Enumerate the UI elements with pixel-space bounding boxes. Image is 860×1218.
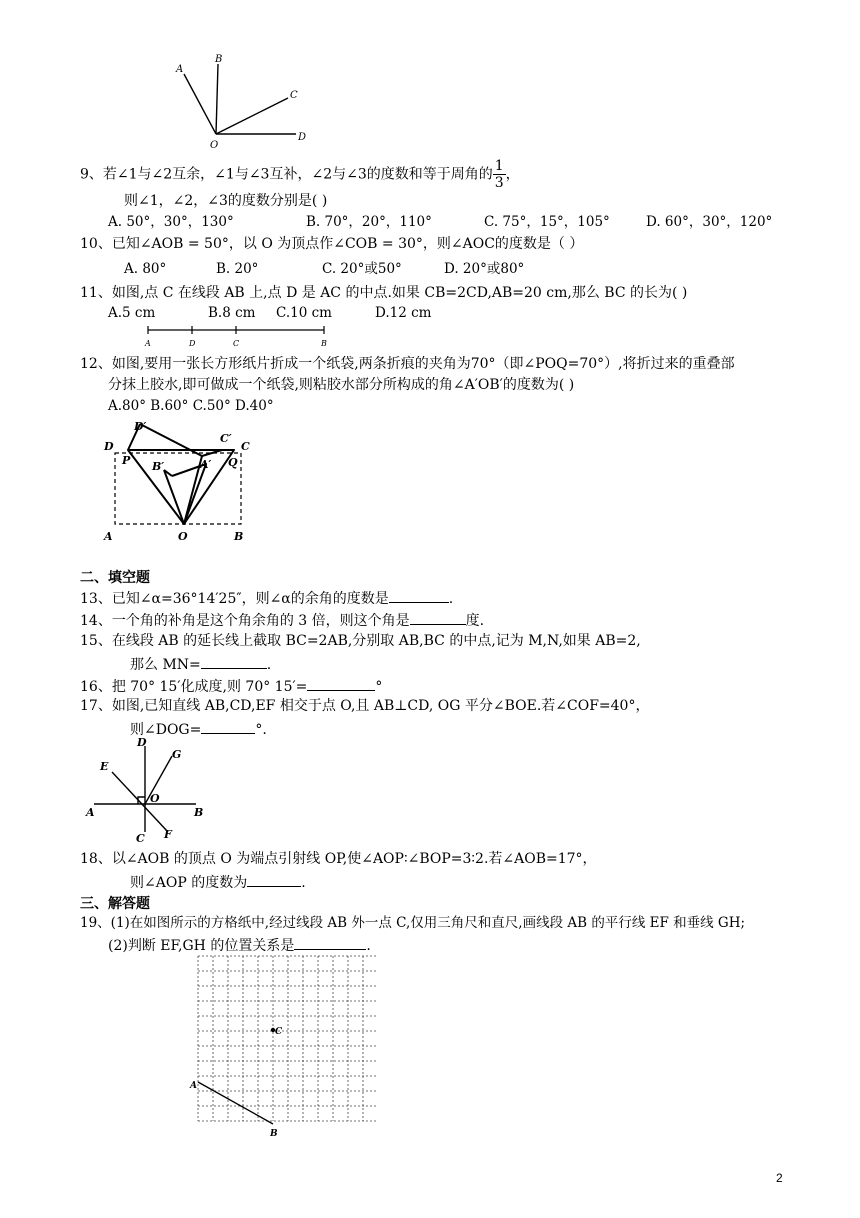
- grid-label-c: C: [275, 1027, 283, 1037]
- question-18-line1: 18、以∠AOB 的顶点 O 为端点引射线 OP,使∠AOP∶∠BOP=3∶2.若∠AOB=17°，: [80, 851, 597, 867]
- paper-fold-figure: [98, 418, 258, 544]
- q9-option-d: D. 60°，30°，120°: [646, 214, 773, 230]
- fold-label-a: A: [104, 530, 113, 543]
- question-12-options: A.80° B.60° C.50° D.40°: [108, 398, 274, 414]
- section-2-heading: 二、填空题: [80, 570, 150, 586]
- seg-label-c: C: [233, 339, 240, 348]
- fold-label-b: B: [234, 530, 244, 543]
- question-17-line2: 则∠DOG= °.: [130, 719, 267, 739]
- question-16: 16、把 70° 15′化成度,则 70° 15′= °: [80, 676, 382, 696]
- q18-answer-blank: [247, 872, 301, 887]
- fig-top-label-a: A: [176, 64, 184, 75]
- fig-top-label-b: B: [215, 54, 223, 65]
- q11-option-a: A.5 cm: [108, 305, 156, 321]
- q11-option-c: C.10 cm: [276, 305, 332, 321]
- fold-label-o: O: [178, 530, 188, 543]
- intersecting-lines-figure: [84, 736, 214, 846]
- q10-option-b: B. 20°: [216, 261, 259, 277]
- q9-option-a: A. 50°，30°，130°: [108, 214, 234, 230]
- question-12-line2: 分抹上胶水,即可做成一个纸袋,则粘胶水部分所构成的角∠A′OB′的度数为( ): [108, 377, 575, 393]
- q11-option-d: D.12 cm: [375, 305, 432, 321]
- fold-label-a-prime: A′: [200, 458, 212, 471]
- question-18-line2: 则∠AOP 的度数为 .: [130, 872, 306, 892]
- segment-figure: [140, 322, 340, 350]
- fold-label-p: P: [122, 454, 131, 467]
- fold-label-c: C: [241, 440, 250, 453]
- grid-figure: [186, 948, 376, 1142]
- fold-label-c-prime: C′: [220, 432, 232, 445]
- fold-label-d-prime: D′: [134, 420, 147, 433]
- question-9-text: 9、若∠1与∠2互余，∠1与∠3互补，∠2与∠3的度数和等于周角的: [80, 166, 493, 183]
- lines-label-e: E: [100, 760, 109, 773]
- lines-label-g: G: [172, 748, 182, 761]
- question-19-line1: 19、(1)在如图所示的方格纸中,经过线段 AB 外一点 C,仅用三角尺和直尺,画线段 AB 的平行线 EF 和垂线 GH;: [80, 915, 746, 931]
- fig-top-label-d: D: [298, 132, 307, 143]
- q10-option-d: D. 20°或80°: [444, 261, 525, 277]
- lines-label-d: D: [137, 736, 147, 749]
- question-9-line2: 则∠1，∠2，∠3的度数分别是( ): [124, 193, 328, 209]
- question-15-line2: 那么 MN= .: [130, 654, 271, 674]
- q9-option-b: B. 70°，20°，110°: [306, 214, 432, 230]
- fig-top-label-c: C: [290, 90, 298, 101]
- lines-label-c: C: [136, 832, 145, 845]
- question-9-line1: 9、若∠1与∠2互余，∠1与∠3互补，∠2与∠3的度数和等于周角的 $\frac{1}{3}$ ，: [80, 158, 520, 191]
- question-17-line1: 17、如图,已知直线 AB,CD,EF 相交于点 O,且 AB⊥CD, OG 平分∠BOE.若∠COF=40°，: [80, 698, 650, 714]
- q10-option-a: A. 80°: [124, 261, 167, 277]
- question-10: 10、已知∠AOB = 50°，以 O 为顶点作∠COB = 30°，则∠AOC的度数是（ ）: [80, 236, 584, 252]
- section-3-heading: 三、解答题: [80, 896, 150, 912]
- question-11: 11、如图,点 C 在线段 AB 上,点 D 是 AC 的中点.如果 CB=2CD,AB=20 cm,那么 BC 的长为( ): [80, 285, 688, 301]
- fold-label-q: Q: [228, 456, 238, 469]
- question-19-line2: (2)判断 EF,GH 的位置关系是 .: [108, 935, 371, 955]
- grid-label-a: A: [190, 1081, 197, 1091]
- grid-label-b: B: [270, 1129, 278, 1139]
- question-14: 14、一个角的补角是这个角余角的 3 倍，则这个角是 度.: [80, 610, 484, 630]
- lines-label-b: B: [194, 806, 204, 819]
- seg-label-b: B: [321, 339, 327, 348]
- page-number: 2: [776, 1171, 783, 1185]
- fraction-one-third: $\frac{1}{3}$: [494, 158, 504, 191]
- seg-label-d: D: [189, 339, 196, 348]
- question-15-line1: 15、在线段 AB 的延长线上截取 BC=2AB,分别取 AB,BC 的中点,记为 M,N,如果 AB=2,: [80, 633, 641, 649]
- angle-figure-top: [170, 50, 320, 150]
- q11-option-b: B.8 cm: [208, 305, 256, 321]
- seg-label-a: A: [145, 339, 151, 348]
- fold-label-b-prime: B′: [152, 460, 165, 473]
- q15-answer-blank: [201, 654, 267, 669]
- question-12-line1: 12、如图,要用一张长方形纸片折成一个纸袋,两条折痕的夹角为70°（即∠POQ=70°）,将折过来的重叠部: [80, 356, 735, 372]
- q10-option-c: C. 20°或50°: [322, 261, 402, 277]
- fold-label-d: D: [104, 440, 114, 453]
- lines-label-o: O: [150, 792, 160, 805]
- q17-answer-blank: [201, 719, 255, 734]
- q16-answer-blank: [307, 676, 375, 691]
- q9-option-c: C. 75°，15°，105°: [484, 214, 610, 230]
- lines-label-a: A: [86, 806, 95, 819]
- q13-answer-blank: [389, 588, 449, 603]
- q14-answer-blank: [410, 610, 466, 625]
- lines-label-f: F: [164, 828, 172, 841]
- fig-top-label-o: O: [210, 140, 219, 150]
- question-13: 13、已知∠α=36°14′25″，则∠α的余角的度数是 .: [80, 588, 453, 608]
